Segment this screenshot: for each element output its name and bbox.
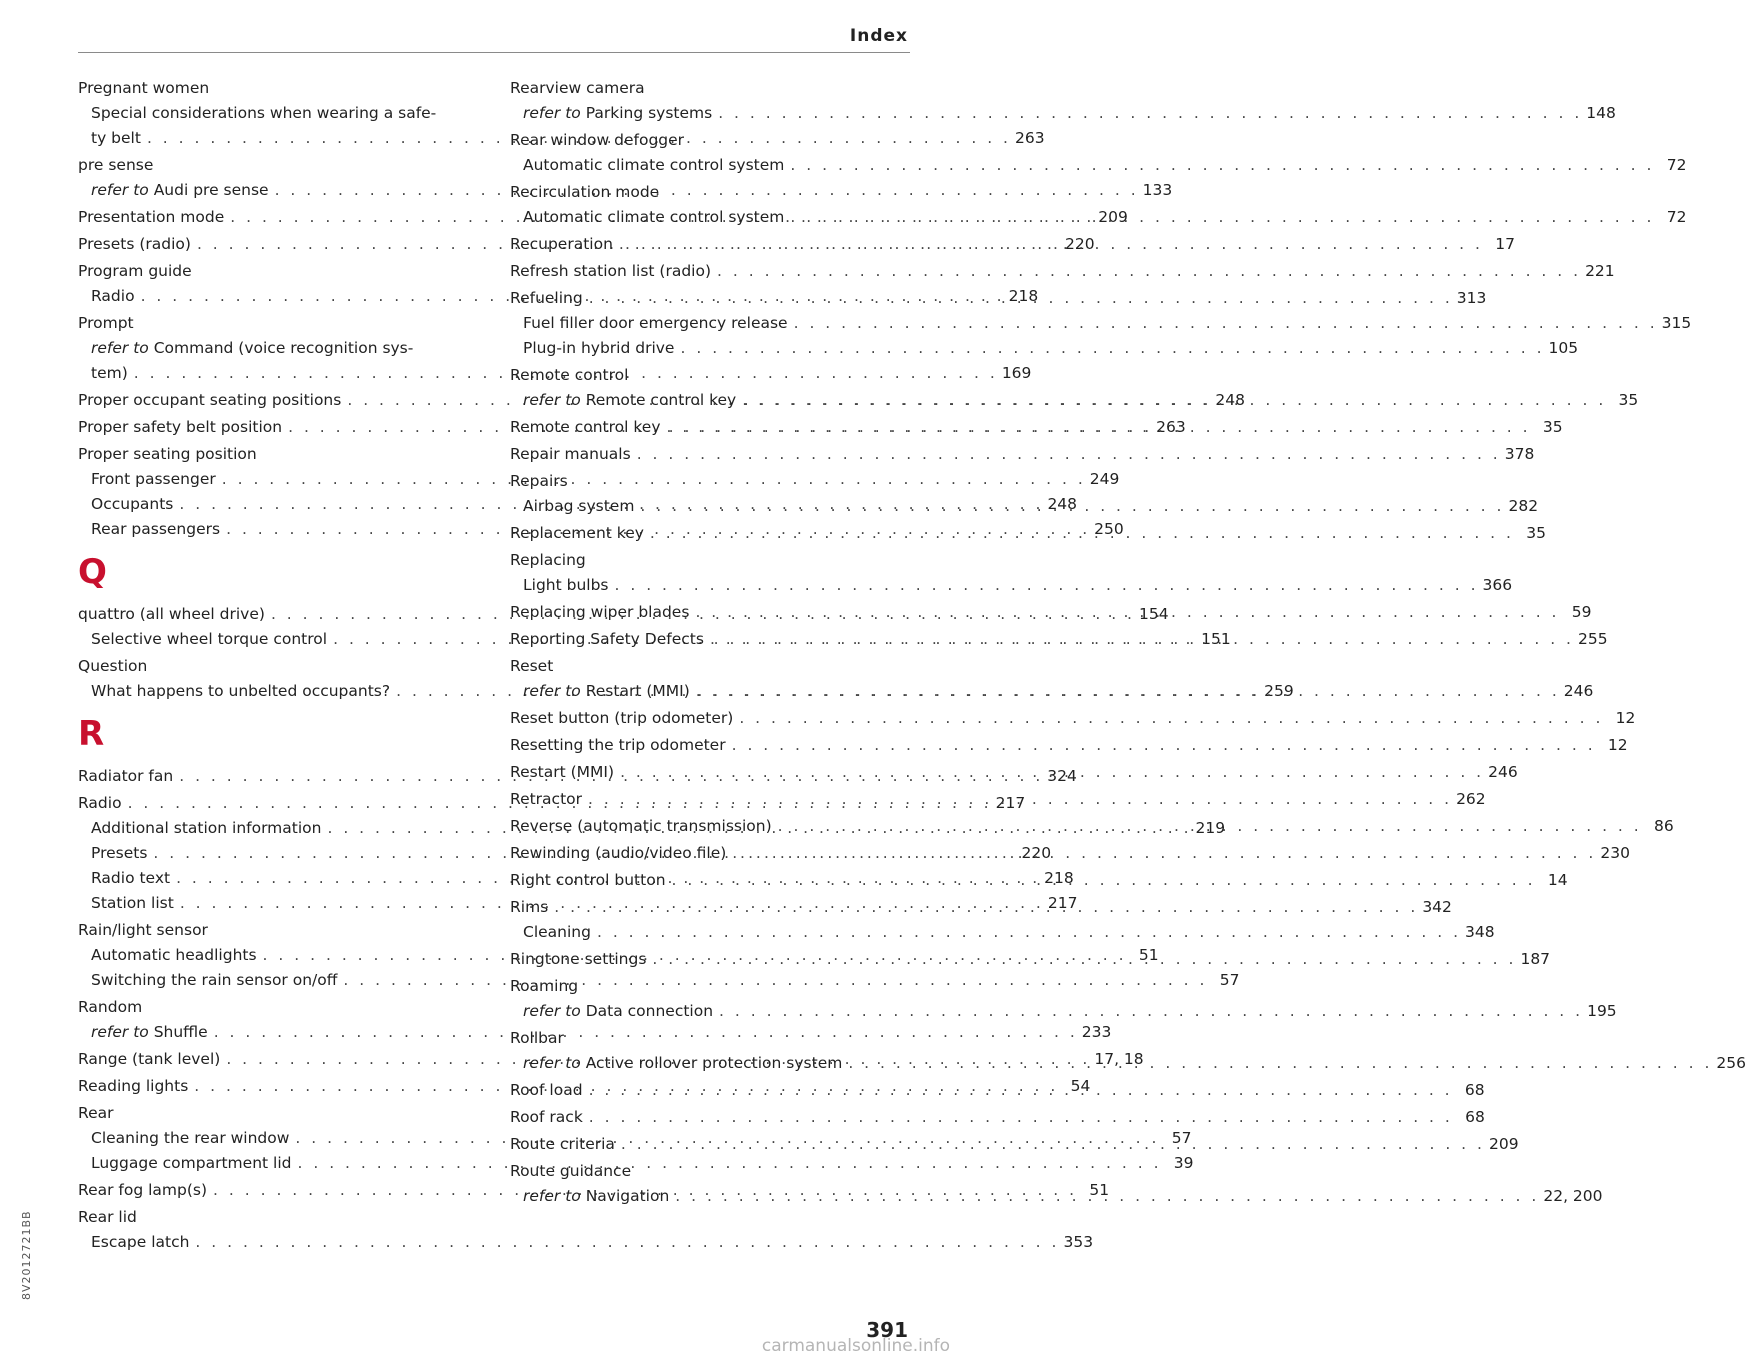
index-entry <box>78 1205 476 1230</box>
entry-text: Roof load <box>510 1081 583 1099</box>
page-reference: 249 <box>1089 470 1120 488</box>
entry-text: Automatic headlights <box>91 946 257 964</box>
page-reference: 378 <box>1504 445 1535 463</box>
entry-text: Program guide <box>78 262 192 280</box>
dot-leader <box>784 153 1658 178</box>
page-reference: 151 <box>1201 630 1231 648</box>
entry-text: Roof rack <box>510 1108 583 1126</box>
page-number: 391 <box>866 1318 908 1342</box>
dot-leader <box>548 895 1422 920</box>
refer-to-label: refer to <box>523 104 581 122</box>
page-reference: 230 <box>1600 844 1630 862</box>
dot-leader <box>712 101 1586 126</box>
dot-leader <box>733 706 1607 731</box>
dot-leader <box>631 442 1505 467</box>
dot-leader <box>689 600 1563 625</box>
dot-leader <box>613 232 1487 257</box>
dot-leader <box>711 259 1585 284</box>
entry-text: Luggage compartment lid <box>91 1154 292 1172</box>
page-reference: 148 <box>1586 104 1616 122</box>
index-entry <box>78 442 476 467</box>
entry-text: Refresh station list (radio) <box>510 262 712 280</box>
page-reference: 246 <box>1488 763 1518 781</box>
index-entry <box>510 259 1615 284</box>
page-reference: 12 <box>1615 709 1636 727</box>
page-reference: 105 <box>1548 339 1579 357</box>
entry-text: Reporting Safety Defects <box>510 630 704 648</box>
dot-leader <box>736 388 1610 413</box>
page-reference: 256 <box>1716 1054 1746 1072</box>
entry-text: Range (tank level) <box>78 1050 221 1068</box>
entry-text: Repairs <box>510 472 568 490</box>
entry-text: Radiator fan <box>78 767 174 785</box>
entry-text: Front passenger <box>91 470 216 488</box>
entry-text: Fuel filler door emergency release <box>523 314 788 332</box>
index-entry <box>510 1026 908 1051</box>
dot-leader <box>704 627 1578 652</box>
index-entry <box>78 259 476 284</box>
entry-text: Replacement key <box>510 524 644 542</box>
page-reference: 255 <box>1577 630 1608 648</box>
entry-text: Question <box>78 657 148 675</box>
entry-text: tem) <box>91 364 128 382</box>
dot-leader <box>189 1230 1063 1255</box>
dot-leader <box>591 920 1465 945</box>
index-subentry <box>78 101 476 126</box>
index-entry <box>510 733 1628 758</box>
page-reference: 217 <box>1047 894 1078 912</box>
entry-text: Rear fog lamp(s) <box>78 1181 208 1199</box>
dot-leader <box>634 494 1508 519</box>
page-reference: 248 <box>1215 391 1245 409</box>
page-reference: 17, 18 <box>1094 1050 1144 1068</box>
page-reference: 248 <box>1047 495 1078 513</box>
entry-text: Retractor <box>510 790 583 808</box>
index-entry <box>510 1105 1485 1130</box>
entry-text: Remote control <box>510 366 629 384</box>
index-entry <box>78 995 476 1020</box>
page-reference: 12 <box>1607 736 1628 754</box>
index-entry <box>78 654 476 679</box>
refer-to-label: refer to <box>523 1054 581 1072</box>
entry-text: Rollbar <box>510 1029 564 1047</box>
entry-text: Route criteria <box>510 1135 615 1153</box>
page-reference: 221 <box>1585 262 1615 280</box>
index-entry <box>78 76 476 101</box>
entry-text: Cleaning the rear window <box>91 1129 290 1147</box>
entry-text: refer to Shuffle <box>91 1023 208 1041</box>
entry-text: Radio <box>91 287 135 305</box>
entry-text: Occupants <box>91 495 174 513</box>
dot-leader <box>772 814 1646 839</box>
page-reference: 35 <box>1526 524 1546 542</box>
page-reference: 209 <box>1488 1135 1519 1153</box>
page-reference: 263 <box>1014 129 1045 147</box>
page-reference: 218 <box>1044 869 1074 887</box>
dot-leader <box>609 573 1483 598</box>
index-subentry <box>510 999 1617 1024</box>
dot-leader <box>583 1105 1457 1130</box>
index-subentry <box>510 153 1687 178</box>
index-subentry <box>510 101 1616 126</box>
page-reference: 195 <box>1587 1002 1617 1020</box>
refer-to-label: refer to <box>523 391 581 409</box>
page-reference: 220 <box>1021 844 1052 862</box>
index-entry <box>510 548 908 573</box>
header-rule <box>78 52 910 53</box>
entry-text: Roaming <box>510 977 579 995</box>
index-subentry <box>510 573 1513 598</box>
page-reference: 282 <box>1508 497 1539 515</box>
entry-text: Rain/light sensor <box>78 921 208 939</box>
entry-text: pre sense <box>78 156 154 174</box>
dot-leader <box>583 1078 1457 1103</box>
page-reference: 17 <box>1495 235 1515 253</box>
entry-text: Reading lights <box>78 1077 189 1095</box>
dot-leader <box>674 336 1548 361</box>
entry-text: Rear window defogger <box>510 131 685 149</box>
page-reference: 233 <box>1081 1023 1112 1041</box>
dot-leader <box>842 1051 1716 1076</box>
page-reference: 72 <box>1666 208 1687 226</box>
index-subentry <box>78 1230 1094 1255</box>
index-entry <box>78 153 476 178</box>
entry-text: Rear passengers <box>91 520 221 538</box>
page-reference: 263 <box>1156 418 1186 436</box>
dot-leader <box>669 1184 1543 1209</box>
entry-text: Route guidance <box>510 1162 632 1180</box>
dot-leader <box>661 415 1535 440</box>
entry-text: Proper seating position <box>78 445 257 463</box>
dot-leader <box>614 760 1488 785</box>
entry-text: Proper occupant seating positions <box>78 391 342 409</box>
dot-leader <box>726 733 1600 758</box>
entry-text: Reset button (trip odometer) <box>510 709 734 727</box>
entry-text: refer to Navigation <box>523 1187 670 1205</box>
page-reference: 342 <box>1422 898 1452 916</box>
entry-text: Replacing <box>510 551 586 569</box>
page-reference: 51 <box>1138 946 1159 964</box>
entry-text: Radio <box>78 794 122 812</box>
refer-to-label: refer to <box>523 1002 581 1020</box>
entry-text: refer to Restart (MMI) <box>523 682 690 700</box>
page-reference: 35 <box>1618 391 1639 409</box>
refer-to-label: refer to <box>91 339 149 357</box>
entry-text: Repair manuals <box>510 445 631 463</box>
entry-text: refer to Audi pre sense <box>91 181 269 199</box>
entry-text: Rear lid <box>78 1208 137 1226</box>
index-entry <box>510 974 908 999</box>
dot-leader <box>726 841 1600 866</box>
index-entry <box>510 180 908 205</box>
entry-text: Rims <box>510 898 549 916</box>
entry-text: Presets (radio) <box>78 235 191 253</box>
entry-text: Additional station information <box>91 819 322 837</box>
page-reference: 209 <box>1098 208 1128 226</box>
entry-text: Rewinding (audio/video file) <box>510 844 727 862</box>
dot-leader <box>582 787 1456 812</box>
entry-text: Reset <box>510 657 554 675</box>
dot-leader <box>666 868 1540 893</box>
index-letter-heading: R <box>78 714 105 754</box>
refer-to-label: refer to <box>523 682 581 700</box>
page-reference: 313 <box>1456 289 1487 307</box>
index-subentry <box>510 920 1495 945</box>
entry-text: refer to Data connection <box>523 1002 714 1020</box>
entry-text: refer to Active rollover protection system <box>523 1054 843 1072</box>
entry-text: Refueling <box>510 289 583 307</box>
entry-text: Presets <box>91 844 148 862</box>
entry-text: Presentation mode <box>78 208 225 226</box>
entry-text: Selective wheel torque control <box>91 630 328 648</box>
page-reference: 72 <box>1666 156 1687 174</box>
page-reference: 187 <box>1520 950 1551 968</box>
section-title: Index <box>849 26 908 46</box>
page-reference: 68 <box>1465 1108 1485 1126</box>
dot-leader <box>644 521 1518 546</box>
index-subentry <box>510 311 1692 336</box>
entry-text: Right control button <box>510 871 666 889</box>
refer-to-label: refer to <box>523 1187 581 1205</box>
refer-to-label: refer to <box>91 1023 149 1041</box>
page-reference: 353 <box>1063 1233 1094 1251</box>
index-entry <box>78 1101 476 1126</box>
page-reference: 217 <box>995 794 1026 812</box>
page-reference: 324 <box>1047 767 1077 785</box>
refer-to-label: refer to <box>91 181 149 199</box>
entry-text: Proper safety belt position <box>78 418 283 436</box>
entry-text: Escape latch <box>91 1233 190 1251</box>
index-entry <box>510 654 908 679</box>
page-reference: 169 <box>1001 364 1032 382</box>
entry-text: Pregnant women <box>78 79 210 97</box>
dot-leader <box>690 679 1564 704</box>
entry-text: What happens to unbelted occupants? <box>91 682 391 700</box>
entry-text: refer to Command (voice recognition sys- <box>91 339 414 357</box>
entry-text: Plug-in hybrid drive <box>523 339 675 357</box>
page-reference: 14 <box>1547 871 1568 889</box>
side-code: 8V2012721BB <box>20 1210 33 1300</box>
entry-text: Resetting the trip odometer <box>510 736 726 754</box>
entry-text: Special considerations when wearing a safe- <box>91 104 437 122</box>
page-reference: 220 <box>1064 235 1095 253</box>
page-reference: 366 <box>1482 576 1513 594</box>
entry-text: Light bulbs <box>523 576 609 594</box>
entry-text: Station list <box>91 894 174 912</box>
page-reference: 218 <box>1008 287 1039 305</box>
entry-text: Automatic climate control system <box>523 208 785 226</box>
entry-text: Restart (MMI) <box>510 763 615 781</box>
dot-leader <box>583 286 1457 311</box>
index-entry <box>510 442 1535 467</box>
index-entry <box>510 469 908 494</box>
page-reference: 57 <box>1219 971 1240 989</box>
dot-leader <box>713 999 1587 1024</box>
page-reference: 57 <box>1171 1129 1192 1147</box>
page-reference: 133 <box>1142 181 1173 199</box>
index-entry <box>510 706 1636 731</box>
watermark: carmanualsonline.info <box>761 1336 950 1356</box>
entry-text: Replacing wiper blades <box>510 603 690 621</box>
entry-text: Ringtone settings <box>510 950 647 968</box>
entry-text: quattro (all wheel drive) <box>78 605 265 623</box>
page-reference: 59 <box>1571 603 1592 621</box>
page-reference: 154 <box>1138 605 1169 623</box>
entry-text: Cleaning <box>523 923 591 941</box>
page-reference: 51 <box>1089 1181 1110 1199</box>
page-reference: 315 <box>1661 314 1692 332</box>
page-reference: 259 <box>1264 682 1294 700</box>
dot-leader <box>615 1132 1489 1157</box>
page-reference: 250 <box>1094 520 1124 538</box>
page-reference: 219 <box>1195 819 1226 837</box>
entry-text: Airbag system <box>523 497 635 515</box>
page-reference: 39 <box>1173 1154 1194 1172</box>
index-subentry <box>510 336 1579 361</box>
index-entry <box>78 311 476 336</box>
entry-text: Random <box>78 998 143 1016</box>
page-reference: 54 <box>1070 1077 1091 1095</box>
entry-text: Recuperation <box>510 235 613 253</box>
page-reference: 68 <box>1464 1081 1485 1099</box>
entry-text: Recirculation mode <box>510 183 660 201</box>
entry-text: Reverse (automatic transmission) <box>510 817 772 835</box>
entry-text: Rearview camera <box>510 79 645 97</box>
index-entry <box>510 76 908 101</box>
index-entry <box>78 918 476 943</box>
entry-text: Rear <box>78 1104 114 1122</box>
entry-text: refer to Parking systems <box>523 104 713 122</box>
page-reference: 22, 200 <box>1543 1187 1603 1205</box>
entry-text: Switching the rain sensor on/off <box>91 971 338 989</box>
page-reference: 35 <box>1542 418 1563 436</box>
index-entry <box>510 128 908 153</box>
page-reference: 246 <box>1563 682 1594 700</box>
dot-leader <box>646 947 1520 972</box>
entry-text: ty belt <box>91 129 141 147</box>
index-entry <box>510 1159 908 1184</box>
entry-text: Prompt <box>78 314 134 332</box>
dot-leader <box>788 311 1662 336</box>
index-subentry <box>78 336 476 361</box>
dot-leader <box>784 205 1658 230</box>
page-reference: 262 <box>1456 790 1486 808</box>
index-letter-heading: Q <box>78 552 107 592</box>
index-entry <box>510 363 908 388</box>
page-reference: 86 <box>1653 817 1674 835</box>
entry-text: Remote control key <box>510 418 661 436</box>
entry-text: refer to Remote control key <box>523 391 737 409</box>
entry-text: Radio text <box>91 869 171 887</box>
entry-text: Automatic climate control system <box>523 156 785 174</box>
page-reference: 348 <box>1465 923 1495 941</box>
